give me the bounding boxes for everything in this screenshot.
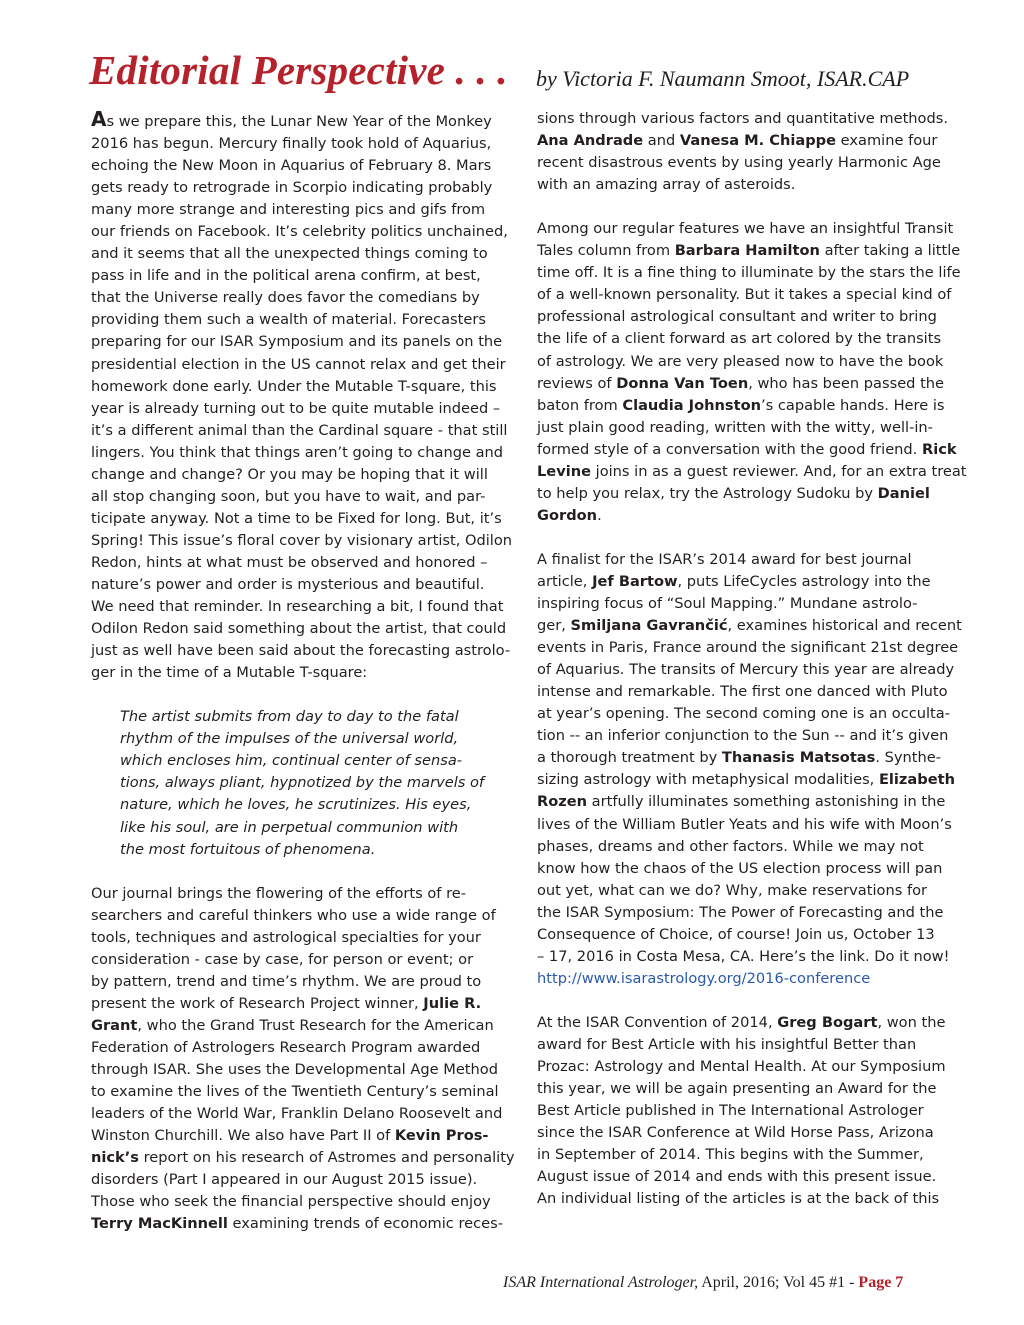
text-segment: after taking a little — [819, 242, 961, 260]
text-segment: Winston Churchill. We also have Part II of — [91, 1127, 395, 1145]
text-segment: ger in the time of a Mutable T-square: — [91, 664, 368, 682]
text-line — [537, 483, 971, 505]
text-segment: artfully illuminates something astonishing in the — [587, 793, 946, 811]
text-line — [91, 1103, 521, 1125]
text-line — [537, 1012, 971, 1034]
text-segment: examining trends of economic reces- — [227, 1215, 504, 1233]
quote-line — [91, 839, 521, 861]
text-segment: it’s a different animal than the Cardinal square - that still — [91, 421, 508, 439]
text-line — [537, 791, 971, 813]
text-line — [537, 703, 971, 725]
text-segment: Consequence of Choice, of course! Join us, October 13 — [537, 925, 935, 943]
text-line — [91, 596, 521, 618]
text-segment: to examine the lives of the Twentieth Century’s seminal — [91, 1083, 499, 1101]
text-line — [537, 505, 971, 527]
author-name: Julie R. — [423, 994, 482, 1012]
text-segment: and it seems that all the unexpected things coming to — [91, 245, 488, 263]
text-segment: . Synthe- — [875, 749, 942, 767]
text-segment: baton from — [537, 396, 623, 414]
text-line — [537, 769, 971, 791]
text-segment: recent disastrous events by using yearly Harmonic Age — [537, 154, 941, 172]
text-segment: just plain good reading, written with the witty, well-in- — [537, 418, 933, 436]
author-name: Ana Andrade — [537, 132, 644, 150]
text-segment: , who has been passed the — [748, 374, 945, 392]
author-name: Thanasis Matsotas — [721, 749, 876, 767]
text-segment: which encloses him, continual center of sensa- — [120, 752, 463, 770]
text-segment: August issue of 2014 and ends with this present issue. — [537, 1168, 937, 1186]
text-segment: know how the chaos of the US election process will pan — [537, 859, 943, 877]
text-segment: joins in as a guest reviewer. And, for an extra treat — [591, 462, 967, 480]
text-line — [91, 1081, 521, 1103]
text-segment: in September of 2014. This begins with the Summer, — [537, 1146, 924, 1164]
author-name: Grant — [91, 1016, 138, 1034]
text-line — [537, 725, 971, 747]
author-name: Kevin Pros- — [394, 1127, 489, 1145]
text-segment: nature, which he loves, he scrutinizes. His eyes, — [120, 796, 472, 814]
text-line — [537, 1188, 971, 1210]
text-segment: nature’s power and order is mysterious and beautiful. — [91, 575, 485, 593]
text-line — [537, 174, 971, 196]
text-line — [537, 946, 971, 968]
text-line — [537, 439, 971, 461]
text-segment: article, — [537, 572, 593, 590]
paragraph-break — [537, 196, 971, 218]
text-segment: gets ready to retrograde in Scorpio indicating probably — [91, 179, 493, 197]
text-line — [537, 968, 971, 990]
author-name: Rick — [921, 440, 957, 458]
text-segment: report on his research of Astromes and personality — [138, 1149, 515, 1167]
text-segment: . — [597, 506, 602, 524]
page-footer — [503, 1274, 903, 1292]
quote-line — [91, 706, 521, 728]
text-segment: echoing the New Moon in Aquarius of February 8. Mars — [91, 157, 492, 175]
footer-publication: ISAR International Astrologer, — [503, 1274, 699, 1291]
text-line — [537, 130, 971, 152]
text-line — [537, 1034, 971, 1056]
text-segment: many more strange and interesting pics and gifs from — [91, 201, 486, 219]
text-line — [91, 265, 521, 287]
text-line — [537, 262, 971, 284]
author-name: Vanesa M. Chiappe — [679, 132, 837, 150]
text-segment: searchers and careful thinkers who use a wide range of — [91, 906, 496, 924]
text-segment: intense and remarkable. The first one danced with Pluto — [537, 683, 948, 701]
text-segment: by pattern, trend and time’s rhythm. We are proud to — [91, 972, 482, 990]
text-segment: Best Article published in The International Astrologer — [537, 1102, 924, 1120]
text-line — [537, 880, 971, 902]
text-line — [91, 1191, 521, 1213]
quote-line — [91, 794, 521, 816]
text-segment: the most fortuitous of phenomena. — [120, 840, 376, 858]
text-line — [91, 442, 521, 464]
drop-cap: A — [91, 107, 107, 131]
text-segment: like his soul, are in perpetual communion with — [120, 818, 459, 836]
text-segment: homework done early. Under the Mutable T-square, this — [91, 377, 497, 395]
text-line — [537, 1166, 971, 1188]
text-segment: to help you relax, try the Astrology Sudoku by — [537, 484, 878, 502]
text-segment: We need that reminder. In researching a bit, I found that — [91, 598, 504, 616]
text-line — [91, 108, 521, 133]
text-line — [91, 1037, 521, 1059]
text-segment: tools, techniques and astrological specialties for your — [91, 928, 481, 946]
editorial-title: Editorial Perspective . . . — [89, 47, 508, 93]
text-segment: Spring! This issue’s floral cover by visionary artist, Odilon — [91, 531, 513, 549]
text-line — [537, 417, 971, 439]
text-line — [537, 351, 971, 373]
text-line — [537, 373, 971, 395]
text-segment: formed style of a conversation with the good friend. — [537, 440, 922, 458]
text-line — [537, 836, 971, 858]
text-segment: of Aquarius. The transits of Mercury this year are already — [537, 661, 955, 679]
footer-issue: April, 2016; Vol 45 #1 - — [698, 1274, 859, 1291]
text-segment: ’s capable hands. Here is — [761, 396, 945, 414]
text-line — [91, 354, 521, 376]
text-line — [91, 398, 521, 420]
text-segment: preparing for our ISAR Symposium and its panels on the — [91, 333, 503, 351]
text-segment: just as well have been said about the forecasting astrolo- — [91, 642, 511, 660]
conference-link[interactable]: http://www.isarastrology.org/2016-conference — [537, 969, 871, 987]
text-segment: , who the Grand Trust Research for the American — [137, 1016, 494, 1034]
text-segment: , examines historical and recent — [727, 617, 962, 635]
text-line — [537, 593, 971, 615]
text-segment: examine four — [836, 132, 938, 150]
text-segment: time off. It is a fine thing to illuminate by the stars the life — [537, 264, 961, 282]
author-name: Greg Bogart — [777, 1013, 878, 1031]
text-line — [91, 199, 521, 221]
text-segment: of astrology. We are very pleased now to have the book — [537, 352, 944, 370]
text-segment: all stop changing soon, but you have to wait, and par- — [91, 487, 486, 505]
text-line — [91, 243, 521, 265]
text-segment: the ISAR Symposium: The Power of Forecasting and the — [537, 903, 944, 921]
text-segment: pass in life and in the political arena confirm, at best, — [91, 267, 481, 285]
text-line — [537, 395, 971, 417]
text-line — [91, 1213, 521, 1235]
author-name: Daniel — [877, 484, 930, 502]
text-segment: The artist submits from day to day to the fatal — [120, 708, 459, 726]
text-line — [91, 376, 521, 398]
text-segment: events in Paris, France around the significant 21st degree — [537, 639, 959, 657]
text-line — [91, 971, 521, 993]
text-segment: Tales column from — [537, 242, 675, 260]
text-line — [91, 552, 521, 574]
text-segment: rhythm of the impulses of the universal world, — [120, 730, 459, 748]
author-name: Jef Bartow — [592, 572, 678, 590]
text-line — [91, 1169, 521, 1191]
quote-line — [91, 728, 521, 750]
text-segment: tions, always pliant, hypnotized by the marvels of — [120, 774, 485, 792]
quote-line — [91, 750, 521, 772]
text-segment: leaders of the World War, Franklin Delano Roosevelt and — [91, 1105, 503, 1123]
text-segment: At the ISAR Convention of 2014, — [537, 1013, 778, 1031]
author-name: Smiljana Gavrančić — [570, 617, 728, 635]
text-segment: phases, dreams and other factors. While we may not — [537, 837, 924, 855]
text-line — [91, 221, 521, 243]
text-segment: year is already turning out to be quite mutable indeed – — [91, 399, 501, 417]
text-line — [91, 883, 521, 905]
text-line — [91, 662, 521, 684]
text-segment: change and change? Or you may be hoping that it will — [91, 465, 488, 483]
text-line — [91, 508, 521, 530]
text-line — [91, 640, 521, 662]
text-segment: disorders (Part I appeared in our August 2015 issue). — [91, 1171, 478, 1189]
text-segment: professional astrological consultant and writer to bring — [537, 308, 937, 326]
text-segment: , won the — [877, 1013, 946, 1031]
text-line — [537, 1122, 971, 1144]
text-line — [91, 530, 521, 552]
text-line — [537, 858, 971, 880]
text-segment: Among our regular features we have an insightful Transit — [537, 220, 954, 238]
text-segment: , puts LifeCycles astrology into the — [677, 572, 931, 590]
text-line — [91, 287, 521, 309]
text-segment: Prozac: Astrology and Mental Health. At our Symposium — [537, 1058, 946, 1076]
text-segment: Redon, hints at what must be observed and honored – — [91, 553, 488, 571]
text-segment: sions through various factors and quantitative methods. — [537, 110, 948, 127]
text-line — [91, 331, 521, 353]
text-line — [91, 1125, 521, 1147]
text-line — [91, 1059, 521, 1081]
author-name: Donna Van Toen — [616, 374, 749, 392]
text-line — [91, 309, 521, 331]
text-segment: our friends on Facebook. It’s celebrity politics unchained, — [91, 223, 508, 241]
text-line — [537, 240, 971, 262]
text-line — [537, 681, 971, 703]
text-segment: present the work of Research Project winner, — [91, 994, 424, 1012]
text-segment: of a well-known personality. But it takes a special kind of — [537, 286, 952, 304]
text-line — [537, 814, 971, 836]
text-segment: providing them such a wealth of material. Forecasters — [91, 311, 486, 329]
text-segment: presidential election in the US cannot relax and get their — [91, 355, 506, 373]
text-segment: consideration - case by case, for person or event; or — [91, 950, 474, 968]
text-line — [91, 993, 521, 1015]
author-name: Levine — [537, 462, 591, 480]
text-segment: Odilon Redon said something about the artist, that could — [91, 620, 507, 638]
author-byline: by Victoria F. Naumann Smoot, ISAR.CAP — [536, 66, 910, 91]
text-line — [91, 155, 521, 177]
text-line — [91, 133, 521, 155]
text-line — [91, 927, 521, 949]
quote-line — [91, 817, 521, 839]
text-line — [91, 905, 521, 927]
text-segment: reviews of — [537, 374, 617, 392]
text-segment: and — [643, 132, 680, 150]
text-segment: award for Best Article with his insightful Better than — [537, 1035, 917, 1053]
text-line — [537, 659, 971, 681]
paragraph-break — [537, 527, 971, 549]
text-segment: – 17, 2016 in Costa Mesa, CA. Here’s the link. Do it now! — [537, 947, 950, 965]
text-line — [91, 1147, 521, 1169]
text-segment: sizing astrology with metaphysical modalities, — [537, 771, 879, 789]
text-segment: at year’s opening. The second coming one is an occulta- — [537, 705, 950, 723]
left-text-column — [91, 108, 521, 1235]
text-line — [537, 152, 971, 174]
author-name: Terry MacKinnell — [91, 1215, 228, 1233]
paragraph-break — [537, 990, 971, 1012]
text-segment: that the Universe really does favor the comedians by — [91, 289, 480, 307]
author-name: nick’s — [91, 1149, 139, 1167]
text-segment: a thorough treatment by — [537, 749, 722, 767]
text-line — [91, 177, 521, 199]
text-segment: Federation of Astrologers Research Program awarded — [91, 1038, 481, 1056]
text-segment: Those who seek the financial perspective should enjoy — [91, 1193, 491, 1211]
text-line — [537, 108, 971, 130]
text-segment: Our journal brings the flowering of the efforts of re- — [91, 884, 466, 902]
right-text-column — [537, 108, 971, 1210]
text-segment: s we prepare this, the Lunar New Year of the Monkey — [106, 113, 492, 130]
author-name: Elizabeth — [878, 771, 955, 789]
text-segment: A finalist for the ISAR’s 2014 award for best journal — [537, 550, 912, 568]
text-line — [537, 1144, 971, 1166]
text-segment: ger, — [537, 617, 571, 635]
text-line — [537, 1100, 971, 1122]
text-segment: inspiring focus of “Soul Mapping.” Mundane astrolo- — [537, 595, 918, 613]
text-line — [537, 218, 971, 240]
author-name: Gordon — [537, 506, 598, 524]
paragraph-break — [91, 861, 521, 883]
text-line — [537, 328, 971, 350]
page-number: Page 7 — [858, 1274, 904, 1291]
text-line — [537, 637, 971, 659]
text-line — [537, 1056, 971, 1078]
text-line — [91, 420, 521, 442]
quote-line — [91, 772, 521, 794]
text-segment: with an amazing array of asteroids. — [537, 176, 796, 194]
text-line — [91, 618, 521, 640]
text-line — [91, 574, 521, 596]
text-line — [537, 284, 971, 306]
text-segment: since the ISAR Conference at Wild Horse Pass, Arizona — [537, 1124, 934, 1142]
author-name: Barbara Hamilton — [674, 242, 820, 260]
text-segment: lives of the William Butler Yeats and his wife with Moon’s — [537, 815, 952, 833]
text-line — [91, 949, 521, 971]
text-segment: this year, we will be again presenting an Award for the — [537, 1080, 937, 1098]
text-line — [537, 902, 971, 924]
text-line — [91, 1015, 521, 1037]
text-segment: tion -- an inferior conjunction to the Sun -- and it’s given — [537, 727, 949, 745]
text-line — [537, 549, 971, 571]
text-segment: the life of a client forward as art colored by the transits — [537, 330, 942, 348]
text-line — [537, 306, 971, 328]
text-line — [537, 924, 971, 946]
text-line — [537, 615, 971, 637]
text-segment: 2016 has begun. Mercury finally took hold of Aquarius, — [91, 135, 492, 153]
text-segment: ticipate anyway. Not a time to be Fixed for long. But, it’s — [91, 509, 502, 527]
text-segment: An individual listing of the articles is at the back of this — [537, 1190, 940, 1208]
text-segment: lingers. You think that things aren’t going to change and — [91, 443, 504, 461]
text-line — [537, 747, 971, 769]
text-line — [537, 571, 971, 593]
text-line — [537, 1078, 971, 1100]
text-line — [91, 464, 521, 486]
author-name: Rozen — [537, 793, 588, 811]
text-segment: through ISAR. She uses the Developmental Age Method — [91, 1061, 498, 1079]
text-line — [91, 486, 521, 508]
author-name: Claudia Johnston — [622, 396, 761, 414]
text-line — [537, 461, 971, 483]
paragraph-break — [91, 684, 521, 706]
text-segment: out yet, what can we do? Why, make reservations for — [537, 881, 928, 899]
